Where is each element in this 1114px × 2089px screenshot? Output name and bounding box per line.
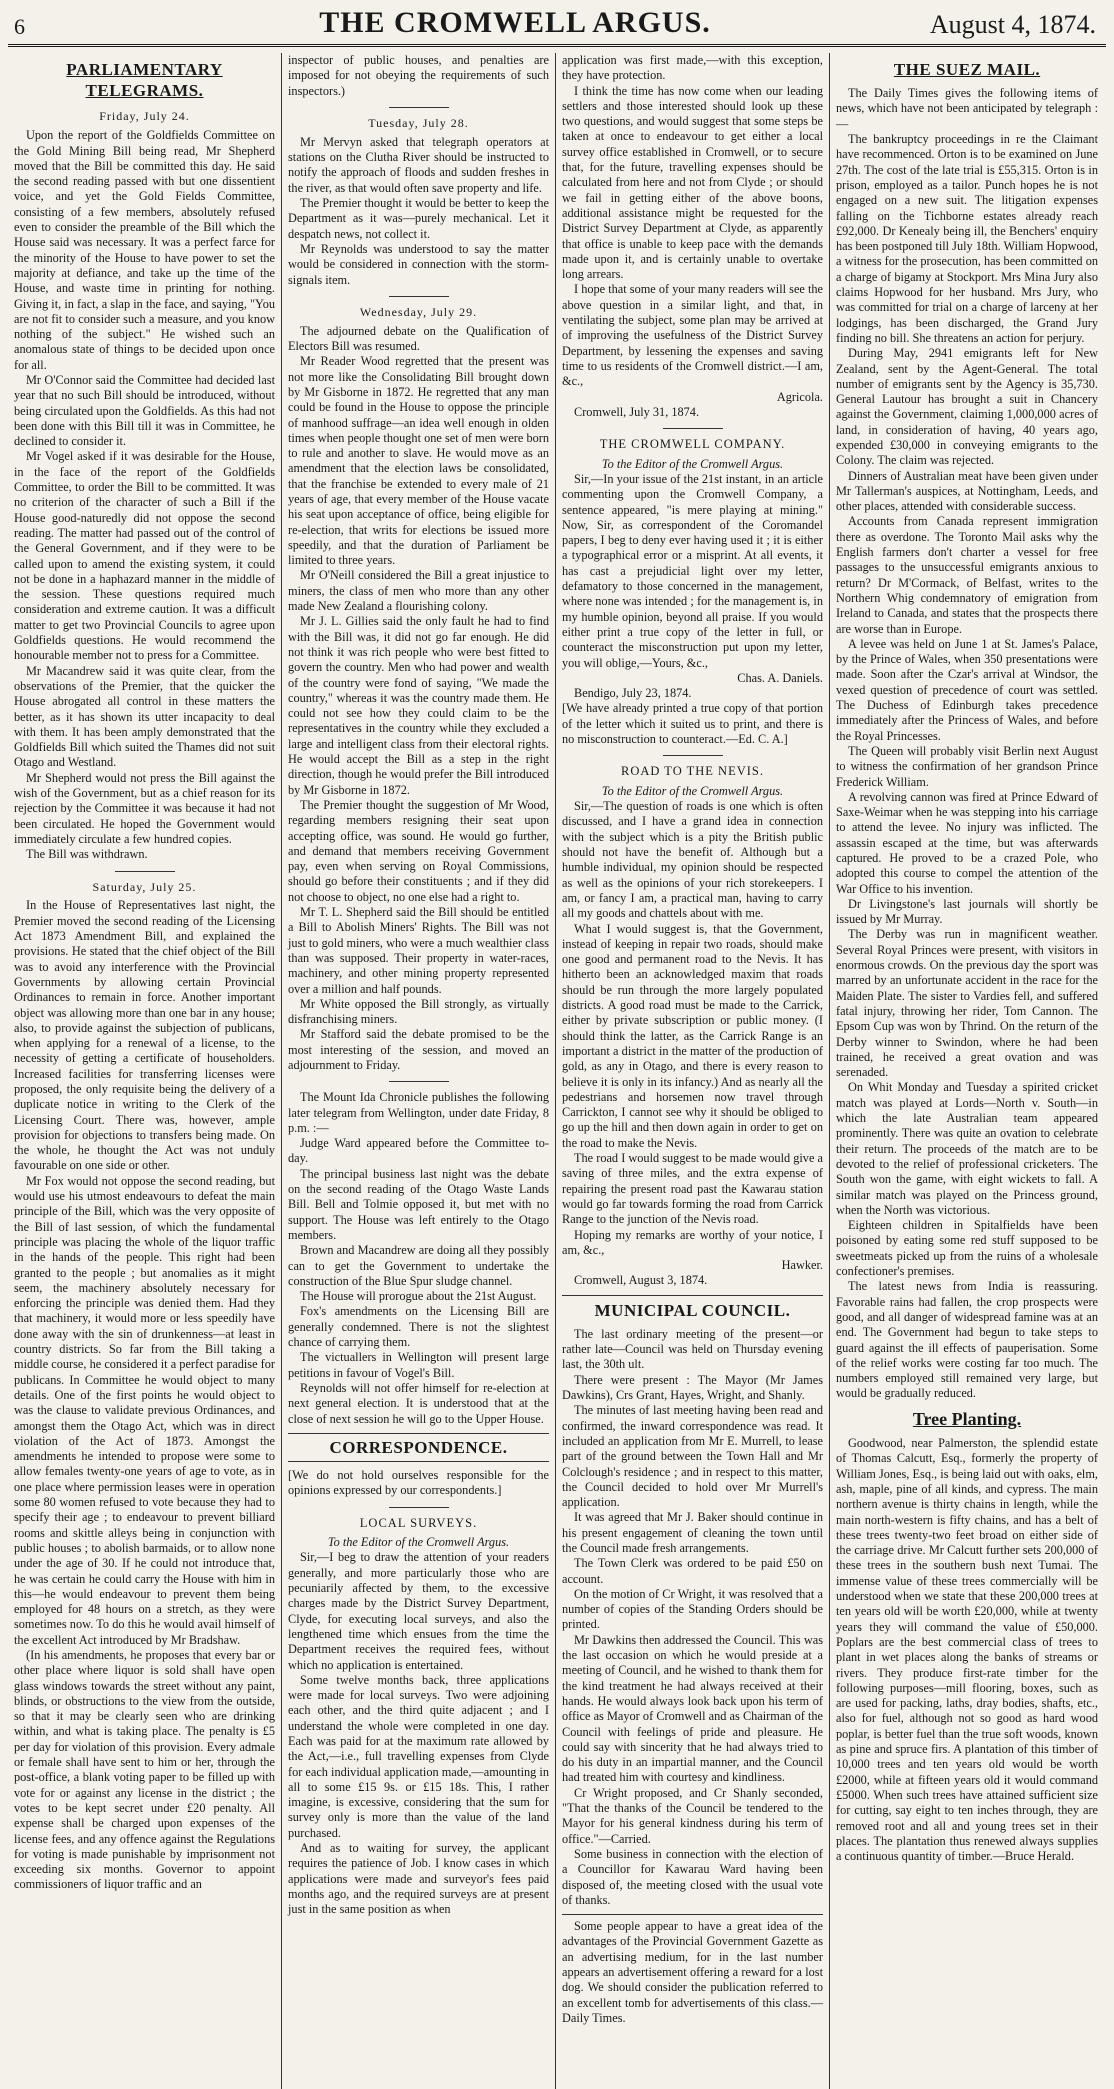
road-to-nevis-heading: ROAD TO THE NEVIS. <box>620 764 764 779</box>
masthead <box>8 0 1106 47</box>
paragraph: application was first made,—with this exception, they have protection. <box>562 53 823 83</box>
paragraph: Mr O'Connor said the Committee had decided last year that no such Bill should be introduced, without being circulated upon the Goldfields. As this had not been done with this Bill till it was in Committee, he declined to consider it. <box>14 373 275 449</box>
letter-dateline: Cromwell, August 3, 1874. <box>574 1273 708 1288</box>
signature: Hawker. <box>781 1258 823 1273</box>
paragraph: Eighteen children in Spitalfields have been poisoned by eating some red stuff supposed to be sweetmeats picked up from the ruins of a wholesale confectioner's premises. <box>836 1218 1098 1279</box>
paragraph: Some twelve months back, three applications were made for local surveys. Two were adjoining each other, and the third quite adjacent ; and I understand the whole were completed in one day. Each was paid for at the maximum rate allowed by the Act,—i.e., full travelling expenses from Clyde for each individual application made,—amounting in all to some £15 9s. or £15 18s. This, I rather imagine, is excessive, considering that the sum for survey only is more than the value of the land purchased. <box>288 1672 549 1840</box>
signature: Agricola. <box>776 389 823 404</box>
paragraph: Cr Wright proposed, and Cr Shanly seconded, "That the thanks of the Council be tendered to the Mayor for his general kindness during his term of office."—Carried. <box>562 1785 823 1846</box>
cromwell-company-heading: THE CROMWELL COMPANY. <box>599 437 786 452</box>
paragraph: The victuallers in Wellington will present large petitions in favour of Vogel's Bill. <box>288 1350 549 1380</box>
issue-date: August 4, 1874. <box>929 10 1096 39</box>
paragraph: Mr Shepherd would not press the Bill against the wish of the Government, but as a chief reason for its rejection by the Committee it was because it had not been circulated. He hoped the Government would immediately circulate a few hundred copies. <box>14 770 275 846</box>
paragraph: The Queen will probably visit Berlin next August to witness the confirmation of her grandson Prince Frederick William. <box>836 743 1098 789</box>
paragraph: On Whit Monday and Tuesday a spirited cricket match was played at Lords—North v. South—in which the late Australian team appeared prominently. There was quite an ovation to celebrate their return. The proceeds of the match are to be devoted to the relief of professional cricketers. The South won the game, with eight wickets to fall. A similar match was played on the Princess ground, when the North was victorious. <box>836 1080 1098 1217</box>
paragraph: The Derby was run in magnificent weather. Several Royal Princes were present, with visitors in enormous crowds. On the previous day the sport was marred by an unfortunate accident in the race for the Maiden Plate. The sister to Vardies fell, and suffered fatal injury, throwing her rider, Tom Cannon. The Epsom Cup was won by Thrind. On the return of the Derby winner to Swindon, where he had been trained, he received a great ovation and was serenaded. <box>836 927 1098 1080</box>
paragraph: Accounts from Canada represent immigration there as overdone. The Toronto Mail asks why the English farmers don't charter a vessel for free passages to the unsuccessful emigrants anxious to return? Dr M'Cormack, of Belfast, writes to the Northern Whig condemnatory of emigration from Ireland to Canada, and states that the prospects there are worse than in Europe. <box>836 514 1098 636</box>
to-editor-line: To the Editor of the Cromwell Argus. <box>327 1535 510 1550</box>
paragraph: The bankruptcy proceedings in re the Claimant have recommenced. Orton is to be examined on June 27th. The cost of the late trial is £55,315. Orton is in prison, employed as a tailor. Punch hopes he is not engaged on a new suit. The litigation expenses falling on the Tichborne estates already reach £92,000. Dr Kenealy being ill, the Benchers' enquiry has been postponed till July 18th. William Hopwood, a witness for the prosecution, has been committed on a charge of bigamy at Stockport. Mrs Mina Jury also claims Hopwood for her husband. Mrs Jury, who was committed for trial on a charge of larceny at her lodgings, has been discharged, the Grand Jury finding no bill. She threatens an action for perjury. <box>836 132 1098 345</box>
paragraph: Mr Macandrew said it was quite clear, from the observations of the Premier, that the quicker the House abrogated all control in these matters the better, as it has shown its utter incapacity to deal with them. It has been amply demonstrated that the Goldfields Bill which suited the Thames did not suit Otago and Westland. <box>14 663 275 770</box>
paragraph: There were present : The Mayor (Mr James Dawkins), Crs Grant, Hayes, Wright, and Shanly. <box>562 1372 823 1403</box>
paragraph: Mr Vogel asked if it was desirable for the House, in the face of the report of the Goldfields Committee, to order the Bill to be committed. It was no criterion of the character of such a Bill if the House good-naturedly did not oppose the second reading. The matter had passed out of the control of the General Government, and if they were to be called upon to amend the existing system, it could not be done in a haphazard manner in the middle of the session. These questions required much consideration and extreme caution. It was a difficult matter to get two Provincial Councils to agree upon Goldfields questions. He would recommend the honourable member not to press for a Committee. <box>14 449 275 663</box>
wednesday-dateline: Wednesday, July 29. <box>359 304 478 319</box>
paragraph: Sir,—In your issue of the 21st instant, in an article commenting upon the Cromwell Company, a sentence appeared, "is mere playing at mining." Now, Sir, as correspondent of the Coromandel papers, I beg to deny ever having used it ; it is either a typographical error or a misprint. At all events, it has cast a prejudicial light over my letter, defamatory to those concerned in the management, where none was intended ; for the management is, in my humble opinion, beyond all praise. If you would either print a true copy of the letter in full, or counteract the misconstruction put upon my letter, you will oblige,—Yours, &c., <box>562 471 823 670</box>
paragraph: Mr T. L. Shepherd said the Bill should be entitled a Bill to Abolish Miners' Rights. The Bill was not just to gold miners, who were a much wealthier class than was supposed. Their property in water-races, machinery, and other mining property represented over a million and half pounds. <box>288 905 549 996</box>
paragraph: I think the time has now come when our leading settlers and those interested should look up these two questions, and would suggest that some steps be taken at once to endeavour to get either a local survey office established in Cromwell, or to secure that, for the future, travelling expenses should be calculated from here and not from Clyde ; or should we fail in getting either of the above boons, additional assistance might be requested for the District Survey Department at Clyde, as apparently that office is unable to keep pace with the demands made upon it, and is certainly unable to overtake long arrears. <box>562 83 823 282</box>
paragraph: Reynolds will not offer himself for re-election at next general election. It is understood that at the close of next session he will go to the Upper House. <box>288 1380 549 1426</box>
paragraph: Dr Livingstone's last journals will shortly be issued by Mr Murray. <box>836 896 1098 927</box>
divider <box>115 871 175 872</box>
paragraph: Mr Stafford said the debate promised to be the most interesting of the session, and moved an adjournment to Friday. <box>288 1027 549 1072</box>
paragraph: Mr O'Neill considered the Bill a great injustice to miners, the class of men who more than any other made New Zealand a flourishing colony. <box>288 568 549 614</box>
to-editor-line: To the Editor of the Cromwell Argus. <box>601 456 784 471</box>
paragraph: The last ordinary meeting of the present—or rather late—Council was held on Thursday evening last, the 30th ult. <box>562 1326 823 1372</box>
paragraph: Judge Ward appeared before the Committee to-day. <box>288 1136 549 1166</box>
friday-dateline: Friday, July 24. <box>99 109 190 124</box>
editor-note: [We have already printed a true copy of that portion of the letter which it suited us to print, and there is no misconstruction to counteract.—Ed. C. A.] <box>562 701 823 747</box>
paragraph: Mr Fox would not oppose the second reading, but would use his utmost endeavours to defeat the main principle of the Bill, which was the very opposite of the Bill of last session, of which the fundamental principle was placing the whole of the liquor traffic in the hands of the people. This right had been granted to the people ; but anomalies as it might seem, the machinery absolutely necessary for enforcing the principle was denied them. Had they that machinery, it would more or less speedily have done away with the sin of drunkenness—at least in country districts. So far from the Bill taking a middle course, he considered it a perfect paradise for publicans. In Committee he would object to many details. One of the first points he would object to was the clause to validate previous Ordinances, and amongst them the Otago Act, which was in direct violation of the Act of 1873. Amongst the amendments he intended to propose were some to allow females twenty-one years of age to vote, as in one place where permission leases were in operation some 80 women refused to vote because they had to specify their age ; to endeavour to prevent billiard rooms and skittle alleys being in conjunction with public houses ; to abolish barmaids, or to allow none under the age of 30. If he could not introduce that, he was certain he could carry the House with him in this—he would endeavour to prevent them being employed for 48 hours on a stretch, as they were sometimes now. To do this he would avail himself of the excellent Act introduced by Mr Bradshaw. <box>14 1173 275 1647</box>
paragraph: The Bill was withdrawn. <box>26 847 148 862</box>
letter-dateline: Cromwell, July 31, 1874. <box>574 404 700 419</box>
to-editor-line: To the Editor of the Cromwell Argus. <box>601 783 784 798</box>
paragraph: Mr Mervyn asked that telegraph operators at stations on the Clutha River should be instructed to notify the approach of floods and sudden freshes in the river, as that would often save property and life. <box>288 134 549 195</box>
parliamentary-telegrams-heading: PARLIAMENTARY TELEGRAMS. <box>66 60 223 101</box>
columns <box>8 53 1106 2089</box>
divider <box>663 428 723 429</box>
correspondence-heading: CORRESPONDENCE. <box>288 1433 549 1462</box>
paragraph: Mr White opposed the Bill strongly, as virtually disfranchising miners. <box>288 996 549 1027</box>
paragraph: During May, 2941 emigrants left for New Zealand, sent by the Agent-General. The total number of emigrants sent by the Agency is 35,730. General Lautour has brought a suit in Chancery against the Government, claiming 1,000,000 acres of land, in consideration of having, 40 years ago, expended £30,000 in conveying emigrants to the Colony. The claim was rejected. <box>836 346 1098 468</box>
paragraph: The Mount Ida Chronicle publishes the following later telegram from Wellington, under date Friday, 8 p.m. :— <box>288 1090 549 1135</box>
gazette-item <box>562 1914 823 2026</box>
divider <box>389 296 449 297</box>
paragraph: Sir,—The question of roads is one which is often discussed, and I have a grand idea in connection with the subject which is a pity the British public should not have the benefit of. Although but a humble individual, my opinion should be respected as well as the opinions of your rich storekeepers. I am, or fancy I am, a practical man, having to carry all my goods and chattels about with me. <box>562 799 823 921</box>
column-4 <box>830 53 1104 2089</box>
letter-dateline: Bendigo, July 23, 1874. <box>574 686 692 701</box>
paragraph: Sir,—I beg to draw the attention of your readers generally, and more particularly those who are pecuniarily affected by them, to the excessive charges made by the District Survey Department, Clyde, for executing local surveys, and also the lengthened time which ensues from the time the Department receives the required fees, without which no application is entertained. <box>288 1550 549 1672</box>
paragraph: Brown and Macandrew are doing all they possibly can to get the Government to undertake the construction of the Blue Spur sludge channel. <box>288 1243 549 1288</box>
saturday-dateline: Saturday, July 25. <box>92 879 197 894</box>
paragraph: The road I would suggest to be made would give a saving of three miles, and the extra expense of repairing the present road past the Kawarau station would go far towards forming the road from Carrick Range to the junction of the Nevis road. <box>562 1151 823 1227</box>
paragraph: (In his amendments, he proposes that every bar or other place where liquor is sold shall have open glass windows towards the street without any paint, blinds, or obstructions to the view from the outside, so that it may be clearly seen who are drinking within, and what is taking place. The penalty is £5 per day for violation of this provision. Every admale or female shall have sent to him or her, through the post-office, a blank voting paper to be filled up with vote for or against any license in the district ; the votes to be kept secret under £20 penalty. All expense shall be charged upon expenses of the license fees, and any offence against the Regulations for voting is made punishable by imprisonment not exceeding six months. Governor to appoint commissioners of liquor traffic and an <box>14 1647 275 1892</box>
paragraph: The Premier thought it would be better to keep the Department as it was—purely mechanical. Let it despatch news, not collect it. <box>288 196 549 241</box>
paragraph: In the House of Representatives last night, the Premier moved the second reading of the Licensing Act 1873 Amendment Bill, and explained the provisions. He stated that the chief object of the Bill was to avoid any interference with the Provincial Governments by allowing certain Provincial Ordinances to remain in force. Another important object was allowing more than one bar in any house; also, to provide against the subjection of publicans, when applying for a renewal of a license, to the necessity of getting a certificate of householders. Increased facilities for transferring licenses were proposed, the only requisite being the delivery of a duplicate notice in writing to the Clerk of the Licensing Court. There was, however, ample provision for objections to transfers being made. On the whole, he thought the Act was not unduly favourable on one side or other. <box>14 898 275 1173</box>
paragraph: On the motion of Cr Wright, it was resolved that a number of copies of the Standing Orders should be printed. <box>562 1586 823 1632</box>
paragraph: The latest news from India is reassuring. Favorable rains had fallen, the crop prospects were good, and all danger of widespread famine was at an end. The Government had begun to take steps to guard against the ill effects of pauperisation. Some of the relief works were costing far too much. The numbers employed still remained very large, but would be gradually reduced. <box>836 1279 1098 1401</box>
column-2 <box>282 53 556 2089</box>
paragraph: Goodwood, near Palmerston, the splendid estate of Thomas Calcutt, Esq., formerly the property of William Jones, Esq., is being laid out with oaks, elm, ash, maple, pine of all kinds, and cypress. The main northern avenue is thirty chains in length, while the main north-western is fifty chains, and has a belt of these trees twenty-two feet broad on either side of the carriage drive. Mr Calcutt further sets 200,000 of these trees in the southern bush next Tumai. The immense value of these trees commercially will be understood when we state that these 200,000 trees at ten years old will be worth £20,000, while at twenty years they will command the value of £50,000. Poplars are the best commercial class of trees to plant in wet places along the banks of streams or rivers. They produce first-rate timber for the following purposes—mill flooring, boxes, such as are used for packing, laths, dray bodies, shafts, etc., also for fuel, although not so good as hard wood poplar, is better fuel than the true soft woods, known as pine and spruce firs. A plantation of this timber of 10,000 trees and ten years old would be worth £2000, while at fifteen years old it would command £5000. When such trees have attained sufficient size for cutting, say eight to ten inches through, they are removed root and all and young trees set in their places. The plantation thus renewed always supplies a continuous quantity of timber.—Bruce Herald. <box>836 1436 1098 1864</box>
paragraph: I hope that some of your many readers will see the above question in a similar light, and that, in ventilating the subject, some plan may be arrived at of improving the usefulness of the District Survey Department, by lessening the expenses and saving time to us residents of the Cromwell district.—I am, &c., <box>562 282 823 389</box>
paragraph: A levee was held on June 1 at St. James's Palace, by the Prince of Wales, when 350 presentations were made. Soon after the Czar's arrival at Windsor, the vexed question of precedence of court was settled. The Duchess of Edinburgh takes precedence immediately after the Princess of Wales, and before the Royal Princesses. <box>836 636 1098 743</box>
paragraph: Mr Reader Wood regretted that the present was not more like the Consolidating Bill brought down by Mr Gisborne in 1872. He regretted that any man could be found in the House to oppose the principle of manhood suffrage—an idea well enough in olden times when people thought one set of men were born to rule and another to slave. He would move as an amendment that the election laws be consolidated, that the franchise be extended to every male of 21 years of age, that every member of the House vacate his seat upon acceptance of office, being eligible for re-election, that writs for elections be issued more speedily, and that the duration of Parliament be limited to three years. <box>288 354 549 568</box>
disclaimer-note: [We do not hold ourselves responsible for the opinions expressed by our correspondents.] <box>288 1467 549 1498</box>
paragraph: Fox's amendments on the Licensing Bill are generally condemned. There is not the slightest chance of carrying them. <box>288 1304 549 1350</box>
divider <box>389 1507 449 1508</box>
local-surveys-heading: LOCAL SURVEYS. <box>359 1515 478 1530</box>
divider <box>389 107 449 108</box>
paragraph: Mr J. L. Gillies said the only fault he had to find with the Bill was, it did not go far enough. He did not think it was rich people who were best fitted to govern the country. Men who had power and wealth of the country were fond of saying, "We made the country," whereas it was the country made them. He could not see how they could claim to be the representatives in the country while they excluded a large and intelligent class from their electoral rights. He would accept the Bill as a step in the right direction, though he would prefer the Bill introduced by Mr Gisborne in 1872. <box>288 614 549 797</box>
paragraph: A revolving cannon was fired at Prince Edward of Saxe-Weimar when he was stepping into his carriage to attend the levee. No injury was inflicted. The assassin escaped at the time, but was afterwards captured. He proved to be a crazed Pole, who adopted this course to compel the attention of the War Office to his invention. <box>836 789 1098 896</box>
paragraph: Some business in connection with the election of a Councillor for Kawarau Ward having been disposed of, the meeting closed with the usual vote of thanks. <box>562 1846 823 1907</box>
column-1 <box>8 53 282 2089</box>
paragraph: The Daily Times gives the following items of news, which have not been anticipated by telegraph :— <box>836 86 1098 131</box>
tree-planting-heading: Tree Planting. <box>912 1408 1022 1429</box>
paragraph: The Premier thought the suggestion of Mr Wood, regarding members resigning their seat upon accepting office, was sound. He would go further, and demand that members receiving Government pay, even when serving on Royal Commissions, should go before their constituents ; and if they did not choose to object, no one else had a right to. <box>288 797 549 904</box>
paragraph: It was agreed that Mr J. Baker should continue in his present engagement of cleaning the town until the Council made fresh arrangements. <box>562 1510 823 1555</box>
paragraph: The principal business last night was the debate on the second reading of the Otago Waste Lands Bill. Bell and Tolmie opposed it, but met with no support. The House was left entirely to the Otago members. <box>288 1166 549 1242</box>
page-number: 6 <box>14 14 25 39</box>
paragraph: Mr Dawkins then addressed the Council. This was the last occasion on which he would preside at a meeting of Council, and he wished to thank them for the kind treatment he had always received at their hands. He would always look back upon his term of office as Mayor of Cromwell and as Chairman of the Council with feelings of pride and pleasure. He could say with sincerity that he had always tried to do his duty in an impartial manner, and the Council had treated him with courtesy and kindliness. <box>562 1632 823 1785</box>
tuesday-dateline: Tuesday, July 28. <box>368 115 469 130</box>
paragraph: The House will prorogue about the 21st August. <box>300 1289 537 1304</box>
column-3 <box>556 53 830 2089</box>
municipal-council-heading: MUNICIPAL COUNCIL. <box>562 1295 823 1321</box>
paragraph: Dinners of Australian meat have been given under Mr Tallerman's auspices, at Nottingham, Leeds, and other places, attended with considerable success. <box>836 468 1098 514</box>
suez-mail-heading: THE SUEZ MAIL. <box>893 60 1041 79</box>
paragraph: Upon the report of the Goldfields Committee on the Gold Mining Bill being read, Mr Shepherd moved that the Bill be committed this day. He said the second reading passed with but one dissentient voice, and yet the Gold Fields Committee, consisting of a few members, absolutely refused even to consider the preamble of the Bill which the House said was necessary. It was a perfect farce for the minority of the House to have power to set the majority at defiance, and take up the time of the House, and waste time in printing for nothing. Giving it, in fact, a slap in the face, and saying, "You are not fit to consider such a measure, and you know nothing of the subject." He wished such an anomalous state of things to be decided upon once for all. <box>14 128 275 372</box>
paragraph: What I would suggest is, that the Government, instead of keeping in repair two roads, should make one good and permanent road to the Nevis. It has hitherto been an acknowledged maxim that roads should be run through the more largely populated districts. A good road must be made to the Carrick, either by private subscription or public money. (I should think the latter, as the Carrick Range is an important a district in the matter of the production of gold, as any in Otago, and there is every reason to believe it is only in its infancy.) And as nearly all the pedestrians and horsemen now travel through Carrickton, I cannot see why it should be obliged to go up the hill and then down again in order to get on the road to make the Nevis. <box>562 921 823 1150</box>
paragraph: Hoping my remarks are worthy of your notice, I am, &c., <box>562 1227 823 1257</box>
paragraph: The adjourned debate on the Qualification of Electors Bill was resumed. <box>288 323 549 354</box>
divider <box>389 1081 449 1082</box>
signature: Chas. A. Daniels. <box>737 670 823 685</box>
divider <box>663 755 723 756</box>
paragraph: Mr Reynolds was understood to say the matter would be considered in connection with the storm-signals item. <box>288 241 549 287</box>
newspaper-title: THE CROMWELL ARGUS. <box>319 6 711 39</box>
paragraph: inspector of public houses, and penalties are imposed for not obeying the requirements of such inspectors.) <box>288 53 549 98</box>
paragraph: The minutes of last meeting having been read and confirmed, the inward correspondence was read. It included an application from Mr E. Murrell, to lease part of the ground between the Town Hall and Mr Colclough's residence ; and in respect to this matter, the Council decided to hold over Mr Murrell's application. <box>562 1403 823 1510</box>
paragraph: Some people appear to have a great idea of the advantages of the Provincial Government Gazette as an advertising medium, for in the last number appears an advertisement offering a reward for a lost dog. We should consider the publication referred to an excellent tomb for advertisements of this class.—Daily Times. <box>562 1919 823 2025</box>
paragraph: The Town Clerk was ordered to be paid £50 on account. <box>562 1556 823 1586</box>
paragraph: And as to waiting for survey, the applicant requires the patience of Job. I know cases in which applications were made and surveyor's fees paid months ago, and the required surveys are at present just in the same position as when <box>288 1841 549 1917</box>
